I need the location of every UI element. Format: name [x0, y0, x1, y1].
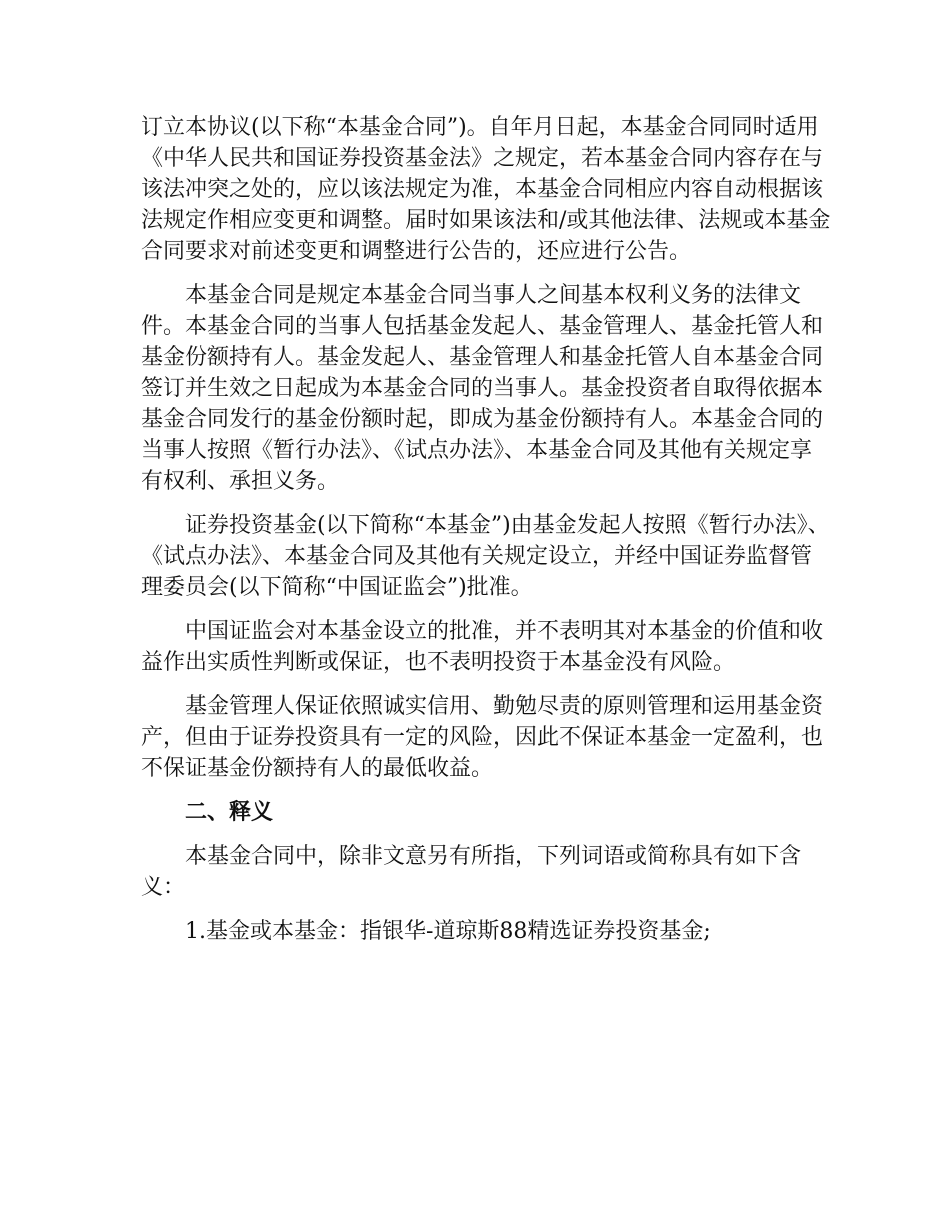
paragraph-contract-parties: 本基金合同是规定本基金合同当事人之间基本权利义务的法律文件。本基金合同的当事人包括基金发起人、基金管理人、基金托管人和基金份额持有人。基金发起人、基金管理人和基金托管人自本基金合同签订并生效之日起成为本基金合同的当事人。基金投资者自取得依据本基金合同发行的基金份额时起，即成为基金份额持有人。本基金合同的当事人按照《暂行办法》、《试点办法》、本基金合同及其他有关规定享有权利、承担义务。	[141, 283, 824, 494]
section-heading-definitions: 二、释义	[185, 800, 274, 825]
definition-item-1: 1.基金或本基金：指银华-道琼斯88精选证券投资基金;	[185, 919, 711, 944]
paragraph-csrc-approval: 中国证监会对本基金设立的批准，并不表明其对本基金的价值和收益作出实质性判断或保证，也不表明投资于本基金没有风险。	[141, 619, 824, 675]
paragraph-agreement-effect: 订立本协议(以下称“本基金合同”)。自年月日起，本基金合同同时适用《中华人民共和国证券投资基金法》之规定，若本基金合同内容存在与该法冲突之处的，应以该法规定为准，本基金合同相应内容自动根据该法规定作相应变更和调整。届时如果该法和/或其他法律、法规或本基金合同要求对前述变更和调整进行公告的，还应进行公告。	[141, 115, 831, 264]
paragraph-definitions-intro: 本基金合同中，除非文意另有所指，下列词语或简称具有如下含义：	[141, 844, 802, 900]
paragraph-fund-establishment: 证券投资基金(以下简称“本基金”)由基金发起人按照《暂行办法》、《试点办法》、本基金合同及其他有关规定设立，并经中国证券监督管理委员会(以下简称“中国证监会”)批准。	[141, 513, 830, 600]
paragraph-manager-guarantee: 基金管理人保证依照诚实信用、勤勉尽责的原则管理和运用基金资产，但由于证券投资具有一定的风险，因此不保证本基金一定盈利，也不保证基金份额持有人的最低收益。	[141, 694, 824, 781]
document-page	[141, 112, 831, 960]
